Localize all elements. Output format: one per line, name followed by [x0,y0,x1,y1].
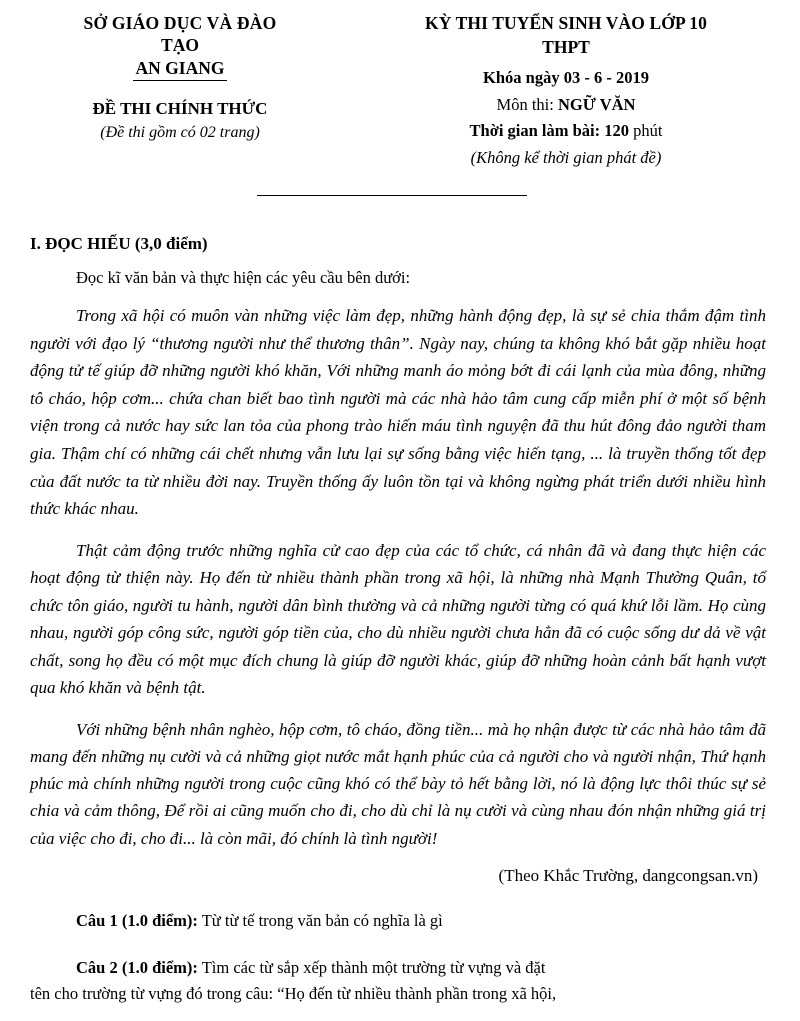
page-count-note: (Đề thi gồm có 02 trang) [100,123,260,141]
department-name-line2: TẠO [161,35,199,56]
exam-title-line2: THPT [542,36,590,57]
question-1 [30,908,766,934]
header-divider-wrap [30,195,766,196]
province-name: AN GIANG [133,57,228,81]
exam-subject-value: NGỮ VĂN [557,94,636,114]
exam-duration-value: 120 [604,120,630,140]
exam-duration-unit: phút [629,120,663,140]
exam-duration [366,120,766,142]
passage-paragraph-1: Trong xã hội có muôn vàn những việc làm đẹp, những hành động đẹp, là sự sẻ chia thắm đậm tình người với đạo lý “thương người như thể thương thân”. Ngày nay, chúng ta không khó bắt gặp nhiều hoạt động tử tế giúp đỡ những người khó khăn, Với những manh áo mỏng bớt đi cái lạnh của mùa đông, những tô cháo, hộp cơm... chứa chan biết bao tình người mà các nhà hảo tâm cung cấp miễn phí ở một số bệnh viện trong cả nước hay sức lan tỏa của phong trào hiến máu tình nguyện đã thu hút đông đảo người tham gia. Thậm chí có những cái chết nhưng vẫn lưu lại sự sống bằng việc hiến tạng, ... là truyền thống tốt đẹp của đất nước ta từ nhiều đời nay. Truyền thống ấy luôn tồn tại và không ngừng phát triển dưới nhiều hình thức khác nhau. [30,306,766,519]
section-title-score: (3,0 điểm) [134,234,208,254]
header-left-block [30,12,330,143]
exam-duration-label: Thời gian làm bài: [469,120,605,140]
question-2-label: Câu 2 (1.0 điểm): [76,958,198,978]
reading-instruction: Đọc kĩ văn bản và thực hiện các yêu cầu bên dưới: [76,268,411,288]
question-2 [30,955,766,981]
passage-source: (Theo Khắc Trường, dangcongsan.vn) [498,865,758,885]
department-name-line1: SỞ GIÁO DỤC VÀ ĐÀO [83,13,277,33]
official-exam-label: ĐỀ THI CHÍNH THỨC [92,99,268,119]
section-title [30,234,766,254]
section-title-text: I. ĐỌC HIỂU [30,234,135,254]
header-right-block [366,12,766,169]
question-1-text: Từ từ tế trong văn bản có nghĩa là gì [197,910,443,930]
header-divider [257,195,527,196]
question-2-continued: tên cho trường từ vựng đó trong câu: “Họ đến từ nhiều thành phần trong xã hội, [30,983,557,1003]
question-2-text: Tìm các từ sắp xếp thành một trường từ vựng và đặt [197,958,546,978]
document-header [30,8,766,169]
exam-duration-note: (Không kể thời gian phát đề) [470,148,662,168]
exam-date: Khóa ngày 03 - 6 - 2019 [483,68,649,88]
passage-paragraph-3: Với những bệnh nhân nghèo, hộp cơm, tô cháo, đồng tiền... mà họ nhận được từ các nhà hảo tâm đã mang đến những nụ cười và cả những giọt nước mắt hạnh phúc của cả người cho và người nhận, Thứ hạnh phúc mà chính những người trong cuộc cũng khó có thể bày tỏ hết bằng lời, nó là động lực thôi thúc sự sẻ chia và cảm thông, Để rồi ai cũng muốn cho đi, cho dù chỉ là nụ cười và cùng nhau đón nhận những giá trị của việc cho đi, cho đi... là còn mãi, đó chính là tình người! [30,719,766,848]
passage-paragraph-2: Thật cảm động trước những nghĩa cử cao đẹp của các tổ chức, cá nhân đã và đang thực hiện các hoạt động từ thiện này. Họ đến từ nhiều thành phần trong xã hội, là những nhà Mạnh Thường Quân, tổ chức tôn giáo, người tu hành, người dân bình thường và cả những người từng có quá khứ lỗi lầm. Họ cùng nhau, người góp công sức, người góp tiền của, cho dù nhiều người chưa hẳn đã có cuộc sống dư dả về vật chất, song họ đều có một mục đích chung là giúp đỡ người khác, giúp đỡ những hoàn cảnh bất hạnh vượt qua khó khăn và bệnh tật. [30,540,766,698]
exam-subject-label: Môn thi: [496,94,558,114]
exam-subject [366,94,766,116]
question-1-label: Câu 1 (1.0 điểm): [76,910,198,930]
exam-title-line1: KỲ THI TUYỂN SINH VÀO LỚP 10 [425,13,707,33]
